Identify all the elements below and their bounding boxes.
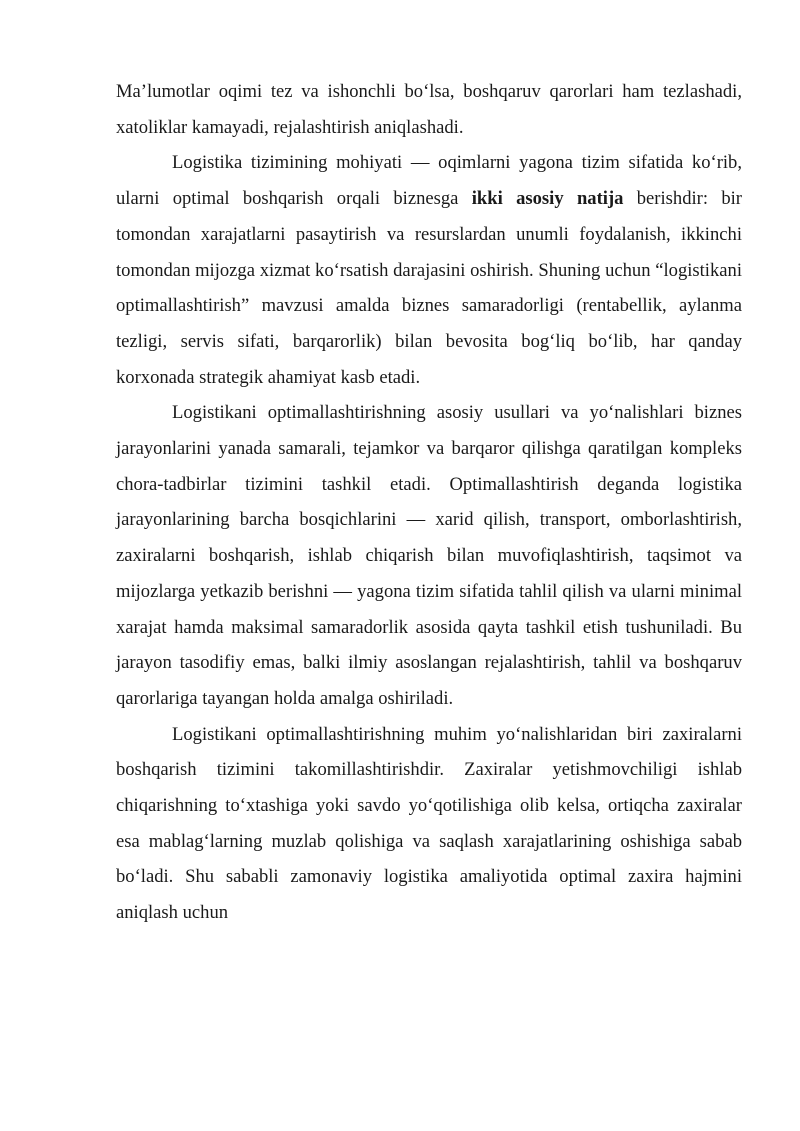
paragraph-text: Logistikani optimallashtirishning muhim yo‘nalishlaridan biri zaxiralarni boshqarish tizimini takomillashtirishdir. Zaxiralar yetishmovchiligi ishlab chiqarishning to‘xtashiga yoki savdo yo‘qotilishiga olib kelsa, ortiqcha zaxiralar esa mablag‘larning muzlab qolishiga va saqlash xarajatlarining oshishiga sabab bo‘ladi. Shu sababli zamonaviy logistika amaliyotida optimal zaxira hajmini aniqlash uchun [116,723,742,924]
paragraph-text: Logistika tizimining mohiyati — oqimlarni yagona tizim sifatida ko‘rib, ularni optimal boshqarish orqali biznesga [116,152,742,210]
bold-phrase: ikki asosiy natija [471,188,624,210]
document-page [116,74,742,931]
paragraph-text: Ma’lumotlar oqimi tez va ishonchli bo‘lsa, boshqaruv qarorlari ham tezlashadi, xatoliklar kamayadi, rejalashtirish aniqlashadi. [116,81,742,138]
paragraph-3 [116,395,742,716]
paragraph-1 [116,74,742,145]
paragraph-4 [116,717,742,931]
paragraph-text: Logistikani optimallashtirishning asosiy usullari va yo‘nalishlari biznes jarayonlarini yanada samarali, tejamkor va barqaror qilishga qaratilgan kompleks chora-tadbirlar tizimini tashkil etadi. Optimallashtirish deganda logistika jarayonlarining barcha bosqichlarini — xarid qilish, transport, omborlashtirish, zaxiralarni boshqarish, ishlab chiqarish bilan muvofiqlashtirish, taqsimot va mijozlarga yetkazib berishni — yagona tizim sifatida tahlil qilish va ularni minimal xarajat hamda maksimal samaradorlik asosida qayta tashkil etish tushuniladi. Bu jarayon tasodifiy emas, balki ilmiy asoslangan rejalashtirish, tahlil va boshqaruv qarorlariga tayangan holda amalga oshiriladi. [116,402,742,709]
paragraph-text: berishdir: bir tomondan xarajatlarni pasaytirish va resurslardan unumli foydalanish, ikkinchi tomondan mijozga xizmat ko‘rsatish darajasini oshirish. Shuning uchun “logistikani optimallashtirish” mavzusi amalda biznes samaradorligi (rentabellik, aylanma tezligi, servis sifati, barqarorlik) bilan bevosita bog‘liq bo‘lib, har qanday korxonada strategik ahamiyat kasb etadi. [116,188,742,388]
paragraph-2 [116,145,742,395]
